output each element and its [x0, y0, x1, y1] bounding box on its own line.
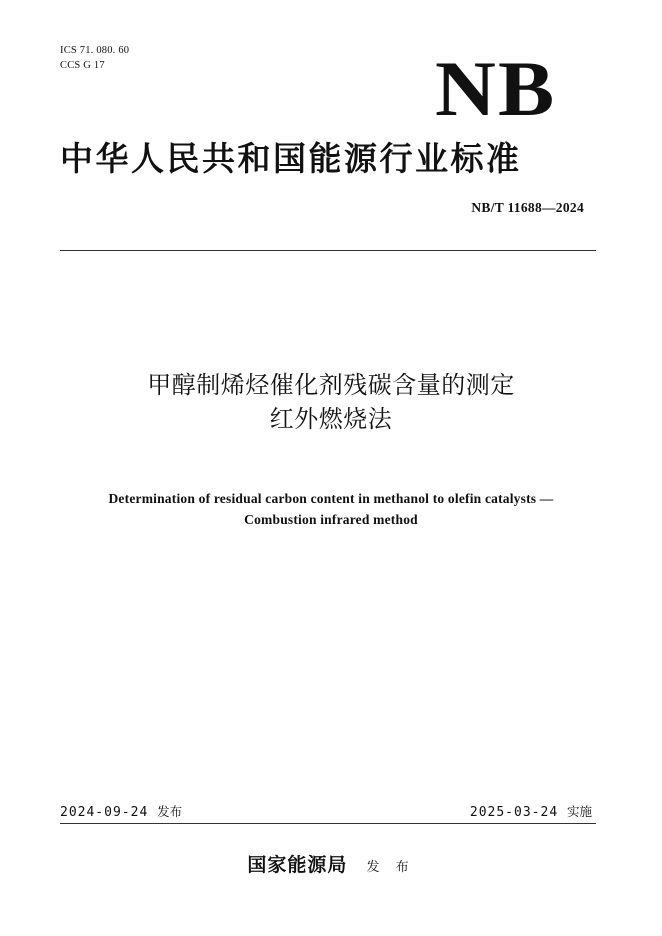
implementation-label: 实施: [566, 804, 592, 819]
issuing-authority: [0, 850, 662, 877]
issuer-verb: 发 布: [366, 860, 415, 875]
implementation-date: 2025-03-24: [469, 805, 559, 820]
implementation-date-line: [470, 802, 592, 820]
ics-code: ICS 71. 080. 60: [60, 45, 130, 56]
english-title-line-2: Combustion infrared method: [244, 512, 418, 527]
chinese-title-line-1: 甲醇制烯烃催化剂残碳含量的测定: [147, 371, 515, 399]
issuer-name: 国家能源局: [247, 854, 348, 876]
header-divider: [60, 250, 596, 251]
nb-logo: NB: [434, 45, 556, 132]
issue-date-line: [60, 802, 182, 820]
chinese-title-line-2: 红外燃烧法: [269, 405, 393, 433]
standard-type-title: 中华人民共和国能源行业标准: [60, 139, 522, 178]
issue-date: 2024-09-24: [60, 805, 149, 820]
ccs-code: CCS G 17: [60, 59, 105, 71]
english-title: [0, 488, 662, 530]
footer-divider: [60, 823, 596, 824]
chinese-title: [0, 368, 662, 436]
standard-number: NB/T 11688—2024: [471, 200, 584, 215]
classification-codes: [60, 44, 129, 73]
english-title-line-1: Determination of residual carbon content in methanol to olefin catalysts —: [108, 491, 554, 506]
issue-label: 发布: [157, 804, 183, 819]
